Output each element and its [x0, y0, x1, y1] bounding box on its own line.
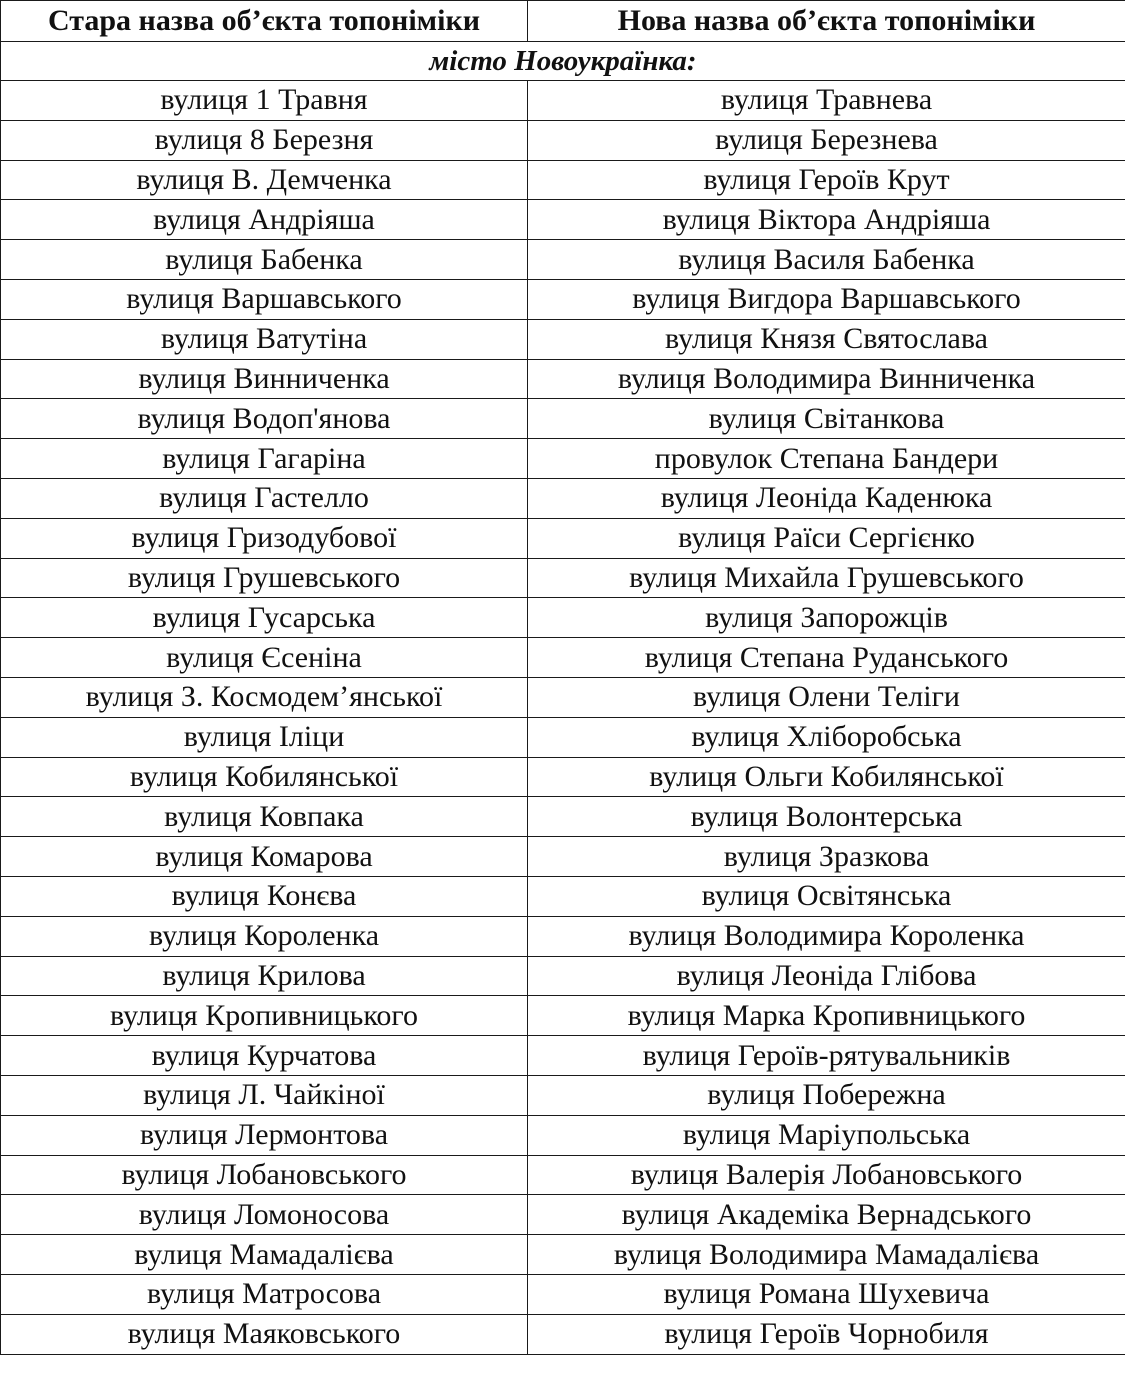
old-name-cell: вулиця З. Космодем’янської [1, 677, 528, 717]
table-row [1, 478, 1125, 518]
old-name-cell: вулиця Андріяша [1, 200, 528, 240]
table-row [1, 558, 1125, 598]
table-row [1, 717, 1125, 757]
old-name-cell: вулиця Водоп'янова [1, 399, 528, 439]
table-row [1, 1036, 1125, 1076]
old-name-cell: вулиця Лобановського [1, 1155, 528, 1195]
table-row [1, 837, 1125, 877]
header-new-name: Нова назва об’єкта топоніміки [528, 1, 1125, 42]
new-name-cell: вулиця Побережна [528, 1075, 1125, 1115]
old-name-cell: вулиця 1 Травня [1, 81, 528, 121]
new-name-cell: вулиця Віктора Андріяша [528, 200, 1125, 240]
section-title: місто Новоукраїнка: [1, 42, 1125, 81]
old-name-cell: вулиця Ломоносова [1, 1195, 528, 1235]
old-name-cell: вулиця Гризодубової [1, 518, 528, 558]
new-name-cell: вулиця Вигдора Варшавського [528, 279, 1125, 319]
old-name-cell: вулиця Винниченка [1, 359, 528, 399]
table-row [1, 279, 1125, 319]
old-name-cell: вулиця Іліци [1, 717, 528, 757]
old-name-cell: вулиця Кропивницького [1, 996, 528, 1036]
table-row [1, 1195, 1125, 1235]
table-row [1, 1274, 1125, 1314]
old-name-cell: вулиця Кобилянської [1, 757, 528, 797]
table-row [1, 160, 1125, 200]
new-name-cell: вулиця Світанкова [528, 399, 1125, 439]
new-name-cell: вулиця Волонтерська [528, 797, 1125, 837]
table-row [1, 956, 1125, 996]
table-row [1, 120, 1125, 160]
new-name-cell: вулиця Володимира Короленка [528, 916, 1125, 956]
new-name-cell: вулиця Ольги Кобилянської [528, 757, 1125, 797]
old-name-cell: вулиця В. Демченка [1, 160, 528, 200]
old-name-cell: вулиця Варшавського [1, 279, 528, 319]
table-row [1, 518, 1125, 558]
new-name-cell: вулиця Марка Кропивницького [528, 996, 1125, 1036]
new-name-cell: вулиця Степана Руданського [528, 638, 1125, 678]
old-name-cell: вулиця Бабенка [1, 240, 528, 280]
new-name-cell: вулиця Зразкова [528, 837, 1125, 877]
old-name-cell: вулиця Гусарська [1, 598, 528, 638]
new-name-cell: вулиця Володимира Винниченка [528, 359, 1125, 399]
table-row [1, 1314, 1125, 1354]
old-name-cell: вулиця Комарова [1, 837, 528, 877]
new-name-cell: вулиця Валерія Лобановського [528, 1155, 1125, 1195]
table-row [1, 876, 1125, 916]
new-name-cell: вулиця Героїв Чорнобиля [528, 1314, 1125, 1354]
new-name-cell: вулиця Травнева [528, 81, 1125, 121]
table-row [1, 1075, 1125, 1115]
table-row [1, 1155, 1125, 1195]
new-name-cell: вулиця Героїв-рятувальників [528, 1036, 1125, 1076]
old-name-cell: вулиця Гастелло [1, 478, 528, 518]
header-row [1, 1, 1125, 42]
new-name-cell: вулиця Леоніда Каденюка [528, 478, 1125, 518]
old-name-cell: вулиця Мамадалієва [1, 1235, 528, 1275]
table-row [1, 319, 1125, 359]
table-row [1, 200, 1125, 240]
table-row [1, 359, 1125, 399]
table-row [1, 916, 1125, 956]
new-name-cell: вулиця Освітянська [528, 876, 1125, 916]
new-name-cell: вулиця Березнева [528, 120, 1125, 160]
table-row [1, 439, 1125, 479]
old-name-cell: вулиця Конєва [1, 876, 528, 916]
section-row [1, 42, 1125, 81]
old-name-cell: вулиця Матросова [1, 1274, 528, 1314]
new-name-cell: вулиця Михайла Грушевського [528, 558, 1125, 598]
new-name-cell: вулиця Князя Святослава [528, 319, 1125, 359]
new-name-cell: вулиця Академіка Вернадського [528, 1195, 1125, 1235]
old-name-cell: вулиця Гагаріна [1, 439, 528, 479]
table-row [1, 996, 1125, 1036]
table-row [1, 757, 1125, 797]
new-name-cell: вулиця Хліборобська [528, 717, 1125, 757]
table-row [1, 81, 1125, 121]
table-row [1, 1115, 1125, 1155]
table-row [1, 638, 1125, 678]
old-name-cell: вулиця Ковпака [1, 797, 528, 837]
new-name-cell: вулиця Героїв Крут [528, 160, 1125, 200]
new-name-cell: вулиця Раїси Сергієнко [528, 518, 1125, 558]
table-body [1, 42, 1125, 1355]
new-name-cell: вулиця Олени Теліги [528, 677, 1125, 717]
new-name-cell: вулиця Володимира Мамадалієва [528, 1235, 1125, 1275]
header-old-name: Стара назва об’єкта топоніміки [1, 1, 528, 42]
old-name-cell: вулиця Маяковського [1, 1314, 528, 1354]
new-name-cell: вулиця Романа Шухевича [528, 1274, 1125, 1314]
new-name-cell: вулиця Маріупольська [528, 1115, 1125, 1155]
old-name-cell: вулиця Єсеніна [1, 638, 528, 678]
new-name-cell: вулиця Василя Бабенка [528, 240, 1125, 280]
old-name-cell: вулиця Лермонтова [1, 1115, 528, 1155]
table-row [1, 677, 1125, 717]
table-row [1, 1235, 1125, 1275]
old-name-cell: вулиця Курчатова [1, 1036, 528, 1076]
table-row [1, 598, 1125, 638]
new-name-cell: вулиця Леоніда Глібова [528, 956, 1125, 996]
old-name-cell: вулиця 8 Березня [1, 120, 528, 160]
table-row [1, 240, 1125, 280]
new-name-cell: вулиця Запорожців [528, 598, 1125, 638]
table-row [1, 399, 1125, 439]
old-name-cell: вулиця Крилова [1, 956, 528, 996]
new-name-cell: провулок Степана Бандери [528, 439, 1125, 479]
old-name-cell: вулиця Л. Чайкіної [1, 1075, 528, 1115]
old-name-cell: вулиця Короленка [1, 916, 528, 956]
table-row [1, 797, 1125, 837]
old-name-cell: вулиця Грушевського [1, 558, 528, 598]
old-name-cell: вулиця Ватутіна [1, 319, 528, 359]
